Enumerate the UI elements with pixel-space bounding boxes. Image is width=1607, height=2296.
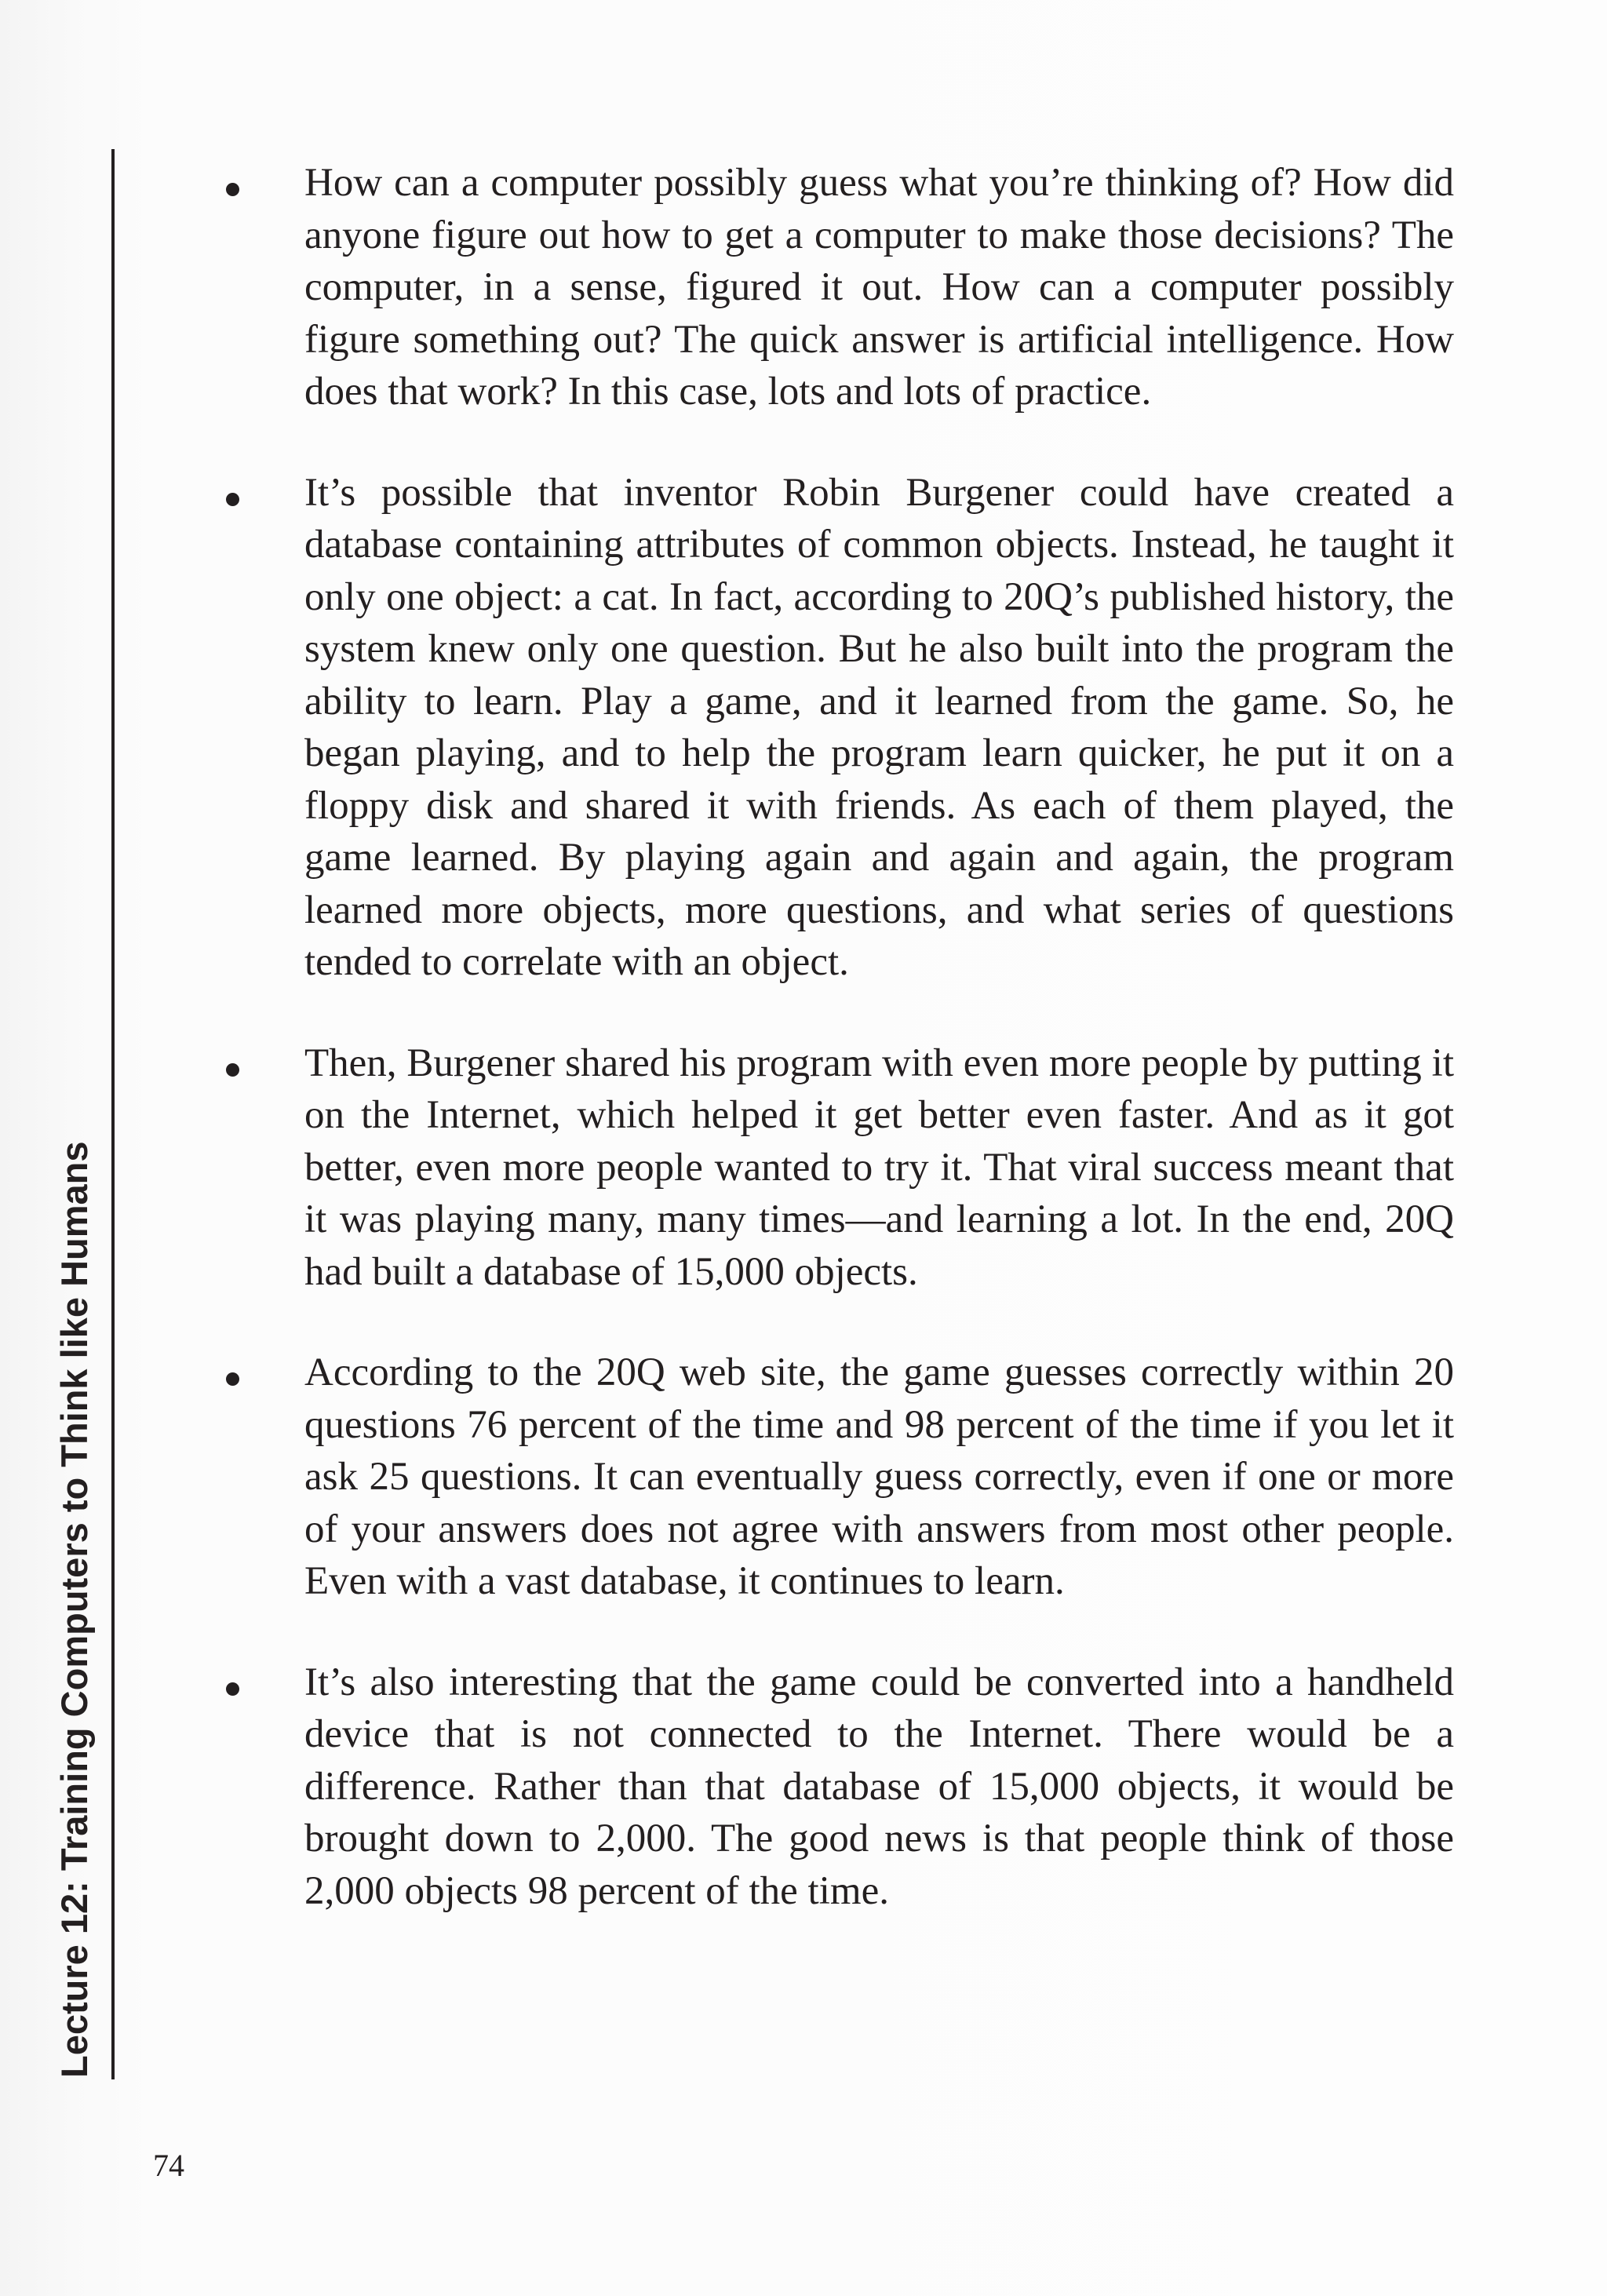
bullet-item (220, 467, 1454, 989)
bullet-paragraph: It’s possible that inventor Robin Burgener could have created a database containing attributes of common objects. Instead, he taught it only one object: a cat. In fact, according to 20Q’s published history, the system knew only one question. But he also built into the program the ability to learn. Play a game, and it learned from the game. So, he began playing, and to help the program learn quicker, he put it on a floppy disk and shared it with friends. As each of them played, the game learned. By playing again and again and again, the program learned more objects, more questions, and what series of questions tended to correlate with an object. (304, 470, 1454, 984)
body-content (220, 157, 1454, 1966)
bullet-dot-icon (226, 183, 239, 196)
running-header-lecture-title: Lecture 12: Training Computers to Think like Humans (53, 1141, 95, 2078)
bullet-item (220, 157, 1454, 418)
bullet-dot-icon (226, 1372, 239, 1386)
bullet-item (220, 1347, 1454, 1608)
bullet-item (220, 1037, 1454, 1299)
bullet-dot-icon (226, 1063, 239, 1077)
bullet-item (220, 1656, 1454, 1918)
page-number: 74 (153, 2148, 184, 2183)
bullet-paragraph: It’s also interesting that the game could be converted into a handheld device that is not connected to the Internet. There would be a difference. Rather than that database of 15,000 objects, it would be brought down to 2,000. The good news is that people think of those 2,000 objects 98 percent of the time. (304, 1660, 1454, 1913)
bullet-paragraph: Then, Burgener shared his program with even more people by putting it on the Internet, which helped it get better even faster. And as it got better, even more people wanted to try it. That viral success meant that it was playing many, many times—and learning a lot. In the end, 20Q had built a database of 15,000 objects. (304, 1040, 1454, 1294)
bullet-paragraph: How can a computer possibly guess what you’re thinking of? How did anyone figure out how to get a computer to make those decisions? The computer, in a sense, figured it out. How can a computer possibly figure something out? The quick answer is artificial intelligence. How does that work? In this case, lots and lots of practice. (304, 161, 1454, 414)
bullet-dot-icon (226, 493, 239, 506)
bullet-dot-icon (226, 1682, 239, 1696)
bullet-paragraph: According to the 20Q web site, the game guesses correctly within 20 questions 76 percent of the time and 98 percent of the time if you let it ask 25 questions. It can eventually guess correctly, even if one or more of your answers does not agree with answers from most other people. Even with a vast database, it continues to learn. (304, 1350, 1454, 1603)
side-vertical-rule (111, 149, 115, 2079)
